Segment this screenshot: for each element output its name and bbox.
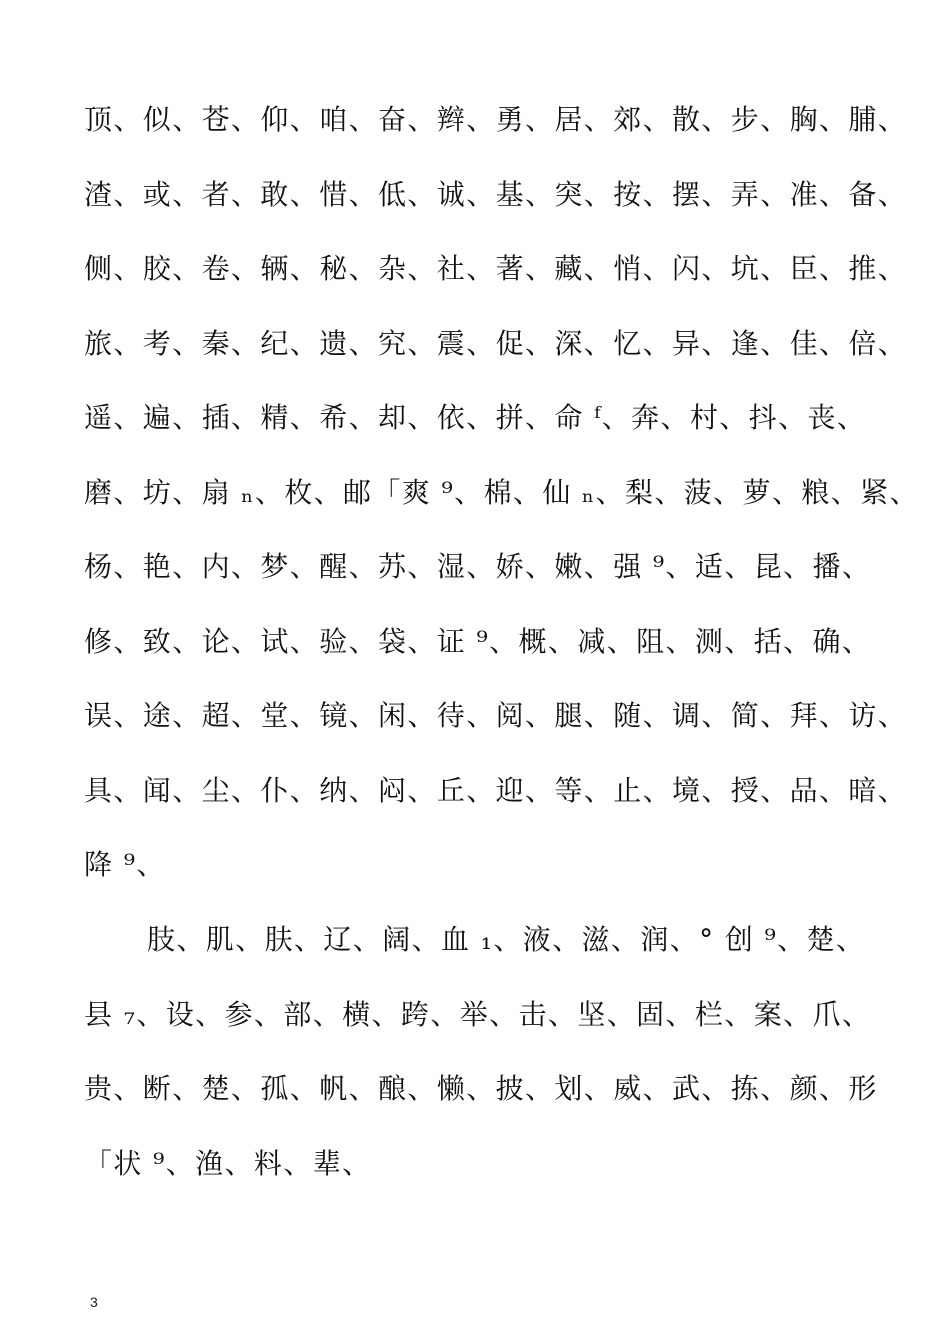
text-line: 渣、或、者、敢、惜、低、诚、基、突、按、摆、弄、准、备、 xyxy=(84,178,908,211)
text-line: 旅、考、秦、纪、遗、究、震、促、深、忆、异、逢、佳、倍、 xyxy=(84,327,908,360)
text-line: 县 ₇、设、参、部、横、跨、举、击、坚、固、栏、案、爪、 xyxy=(84,998,872,1031)
text-line: 遥、遍、插、精、希、却、依、拼、命 ᶠ、奔、村、抖、丧、 xyxy=(84,401,867,434)
text-line: 肢、肌、肤、辽、阔、血 ₁、液、滋、润、° 创 ⁹、楚、 xyxy=(147,923,866,956)
page-number: 3 xyxy=(90,1294,98,1310)
text-line: 侧、胶、卷、辆、秘、杂、社、著、藏、悄、闪、坑、臣、推、 xyxy=(84,252,908,285)
text-line: 「状 ⁹、渔、料、辈、 xyxy=(84,1147,372,1180)
text-line: 磨、坊、扇 ₙ、枚、邮「爽 ⁹、棉、仙 ₙ、梨、菠、萝、粮、紧、 xyxy=(84,476,919,509)
text-line: 降 ⁹、 xyxy=(84,848,166,881)
text-line: 顶、似、苍、仰、咱、奋、辫、勇、居、郊、散、步、胸、脯、 xyxy=(84,103,908,136)
text-line: 贵、断、楚、孤、帆、酿、懒、披、划、威、武、拣、颜、形 xyxy=(84,1072,878,1105)
text-line: 修、致、论、试、验、袋、证 ⁹、概、减、阻、测、括、确、 xyxy=(84,625,872,658)
text-line: 误、途、超、堂、镜、闲、待、阅、腿、随、调、简、拜、访、 xyxy=(84,699,908,732)
text-line: 杨、艳、内、梦、醒、苏、湿、娇、嫩、强 ⁹、适、昆、播、 xyxy=(84,550,872,583)
text-line: 具、闻、尘、仆、纳、闷、丘、迎、等、止、境、授、品、暗、 xyxy=(84,774,908,807)
